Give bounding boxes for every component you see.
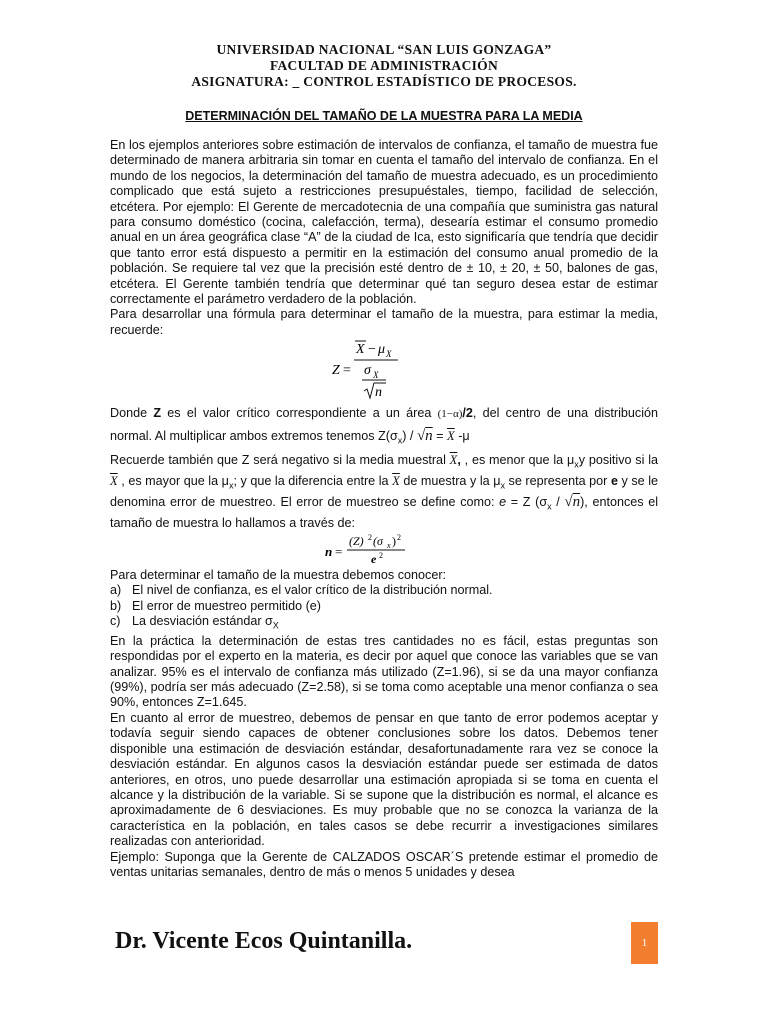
paragraph-example: Ejemplo: Suponga que la Gerente de CALZADOS OSCAR´S pretende estimar el promedio de ventas unitarias semanales, dentro de más o menos 5 unidades y desea bbox=[110, 849, 658, 879]
alpha-term: (1−α) bbox=[437, 408, 463, 421]
svg-text:2: 2 bbox=[397, 532, 401, 542]
n-formula bbox=[110, 532, 658, 568]
z-formula-sigma: σ bbox=[364, 363, 371, 379]
footer-author: Dr. Vicente Ecos Quintanilla. bbox=[115, 928, 413, 954]
paragraph-intro: En los ejemplos anteriores sobre estimación de intervalos de confianza, el tamaño de muestra fue determinado de manera arbitraria sin tomar en cuenta el tamaño del intervalo de confianza. En el mundo de los negocios, la determinación del tamaño de muestra adecuado, es un procedimiento complicado que está sujeto a restricciones presupuéstales, tiempo, facilidad de selección, etcétera. Por ejemplo: El Gerente de mercadotecnia de una compañía que suministra gas natural para consumo doméstico (cocina, calefacción, terma), desearía estimar el consumo promedio anual en un área geográfica clase “A” de la ciudad de Ica, esto significaría que tendría que decidir que tanto error está dispuesto a permitir en la estimación del consumo anual promedio de la población. Se requiere tal vez que la precisión esté dentro de ± 10, ± 20, ± 50, balones de gas, etcétera. El Gerente también tendría que determinar qué tan seguro desea estar de estimar correctamente el parámetro verdadero de la población. bbox=[110, 138, 658, 307]
paragraph-sampling-error: Recuerde también que Z será negativo si la media muestral $\overline{X}$, , es menor que la $\mu_xy$ positivo si la $\overline{X}$ , es mayor que la $\mu_x$; y que la diferencia entre la $\overline{X}$ de muestra y la $\mu_x$ se representa por e y se le denomina error de muestreo. El error de muestreo se define como: e = Z $(\sigma_x / √n)$, entonces el tamaño de muestra lo hallamos a través de: bbox=[110, 452, 659, 531]
z-formula bbox=[110, 338, 658, 402]
sqrt-n-inline: √n bbox=[416, 428, 433, 445]
svg-text:x: x bbox=[387, 540, 391, 550]
n-formula-sigma: (σ bbox=[373, 533, 383, 548]
n-formula-z: (Z) bbox=[349, 533, 364, 548]
paragraph-practice: En la práctica la determinación de estas tres cantidades no es fácil, estas preguntas son respondidas por el experto en la materia, es decir por aquel que conoce las variables que se van analizar. 95% es el intervalo de confianza más utilizado (Z=1.96), si se da una mayor confianza (99%), podría ser más adecuado (Z=2.58), si se toma como aceptable una menor confianza o sea 90%, entonces Z=1.645. bbox=[110, 633, 658, 710]
page-number-badge bbox=[631, 922, 658, 964]
header-faculty: FACULTAD DE ADMINISTRACIÓN bbox=[269, 58, 499, 73]
document-header bbox=[0, 42, 768, 90]
document-title: DETERMINACIÓN DEL TAMAÑO DE LA MUESTRA PARA LA MEDIA bbox=[185, 109, 583, 123]
z-formula-mu-sub: X bbox=[386, 349, 392, 360]
paragraph-requirements: Para determinar el tamaño de la muestra debemos conocer: bbox=[110, 567, 447, 582]
xbar-inline: $\overline{X}$ bbox=[447, 429, 455, 444]
z-formula-n: n bbox=[375, 385, 382, 401]
svg-text:): ) bbox=[392, 533, 396, 548]
paragraph-z-definition: Donde Z es el valor crítico correspondiente a un área (1−α)/2, del centro de una distribución normal. Al multiplicar ambos extremos tenemos $Z(\sigma_x) / √n = \overline{X}$ -μ bbox=[110, 406, 659, 446]
z-formula-z: Z bbox=[332, 363, 340, 379]
list-item: a) El nivel de confianza, es el valor crítico de la distribución normal. bbox=[110, 583, 493, 598]
paragraph-formula-intro: Para desarrollar una fórmula para determinar el tamaño de la muestra, para estimar la media, recuerde: bbox=[110, 307, 658, 337]
requirements-list bbox=[110, 583, 658, 634]
document-body bbox=[110, 138, 658, 880]
z-formula-sigma-sub: X bbox=[373, 370, 379, 381]
list-item: c) La desviación estándar $\sigma_X$ bbox=[110, 613, 279, 631]
z-formula-minus: − bbox=[368, 342, 376, 358]
xbar-inline: $\overline{X}$ bbox=[392, 473, 400, 488]
list-item: b) El error de muestreo permitido (e) bbox=[110, 598, 321, 613]
z-formula-equals: = bbox=[343, 363, 351, 379]
header-university: UNIVERSIDAD NACIONAL “SAN LUIS GONZAGA” bbox=[216, 42, 552, 57]
z-formula-mu: μ bbox=[378, 342, 386, 358]
n-formula-equals: = bbox=[335, 543, 343, 559]
svg-text:2: 2 bbox=[379, 550, 383, 560]
page-number: 1 bbox=[641, 937, 648, 949]
n-formula-e: e bbox=[371, 551, 377, 566]
sqrt-n-inline: √n bbox=[564, 494, 581, 511]
svg-text:2: 2 bbox=[368, 532, 372, 542]
xbar-inline: $\overline{X}$ bbox=[110, 473, 118, 488]
z-formula-xbar: X bbox=[356, 342, 365, 358]
header-course: ASIGNATURA: _ CONTROL ESTADÍSTICO DE PROCESOS. bbox=[191, 74, 577, 89]
paragraph-sampling-discussion: En cuanto al error de muestreo, debemos de pensar en que tanto de error podemos aceptar y todavía seguir siendo capaces de obtener conclusiones sobre los datos. Debemos tener disponible una estimación de desviación estándar, desafortunadamente rara vez se conoce la desviación estándar. En algunos casos la desviación estándar puede ser estimada de datos anteriores, en otros, uno puede desarrollar una estimación apropiada si se toma en cuenta el alcance y la distribución de la variable. Si se supone que la distribución es normal, el alcance es aproximadamente de 6 desviaciones. Es muy probable que no se conozca la varianza de la característica en la población, en tales casos se debe recurrir a investigaciones similares realizadas con anterioridad. bbox=[110, 710, 658, 849]
n-formula-n: n bbox=[325, 543, 333, 559]
xbar-inline: $\overline{X}$ bbox=[449, 452, 458, 467]
